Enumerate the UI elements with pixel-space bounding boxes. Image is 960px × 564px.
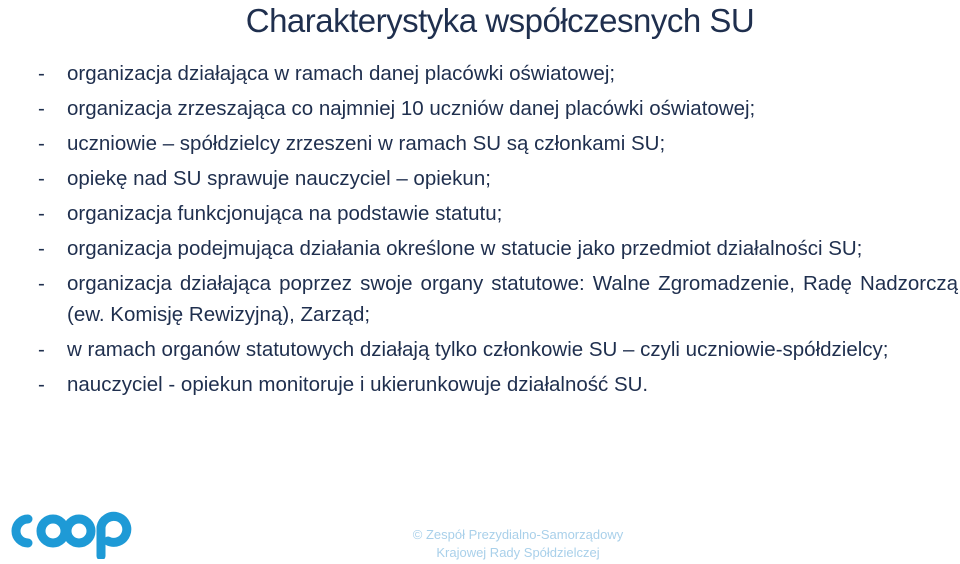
bullet-list (38, 58, 958, 404)
footer-line: Krajowej Rady Spółdzielczej (436, 545, 600, 560)
bullet-text: organizacja funkcjonująca na podstawie statutu; (67, 202, 503, 225)
bullet-text: w ramach organów statutowych działają tylko członkowie SU – czyli uczniowie-spółdzielcy; (67, 338, 889, 361)
bullet-item (38, 268, 958, 330)
bullet-item (38, 233, 958, 264)
bullet-marker: - (38, 167, 45, 190)
bullet-marker: - (38, 132, 45, 155)
bullet-text: opiekę nad SU sprawuje nauczyciel – opiekun; (67, 167, 491, 190)
bullet-item (38, 334, 958, 365)
bullet-marker: - (38, 97, 45, 120)
bullet-marker: - (38, 373, 45, 396)
bullet-marker: - (38, 62, 45, 85)
bullet-marker: - (38, 338, 45, 361)
coop-logo-icon (3, 503, 135, 559)
bullet-item (38, 163, 958, 194)
bullet-text: organizacja działająca poprzez swoje organy statutowe: Walne Zgromadzenie, Radę Nadzorczą (ew. Komisję Rewizyjną), Zarząd; (67, 272, 958, 326)
bullet-item (38, 58, 958, 89)
bullet-text: organizacja zrzeszająca co najmniej 10 uczniów danej placówki oświatowej; (67, 97, 756, 120)
slide-title: Charakterystyka współczesnych SU (245, 2, 755, 39)
bullet-text: nauczyciel - opiekun monitoruje i ukierunkowuje działalność SU. (67, 373, 649, 396)
footer-copyright (380, 526, 656, 562)
bullet-marker: - (38, 272, 45, 295)
bullet-marker: - (38, 202, 45, 225)
bullet-text: organizacja działająca w ramach danej placówki oświatowej; (67, 62, 616, 85)
bullet-marker: - (38, 237, 45, 260)
bullet-text: uczniowie – spółdzielcy zrzeszeni w ramach SU są członkami SU; (67, 132, 666, 155)
bullet-item (38, 128, 958, 159)
bullet-item (38, 93, 958, 124)
bullet-text: organizacja podejmująca działania określone w statucie jako przedmiot działalności SU; (67, 237, 863, 260)
footer-line: © Zespół Prezydialno-Samorządowy (412, 527, 624, 542)
bullet-item (38, 198, 958, 229)
bullet-item (38, 369, 958, 400)
